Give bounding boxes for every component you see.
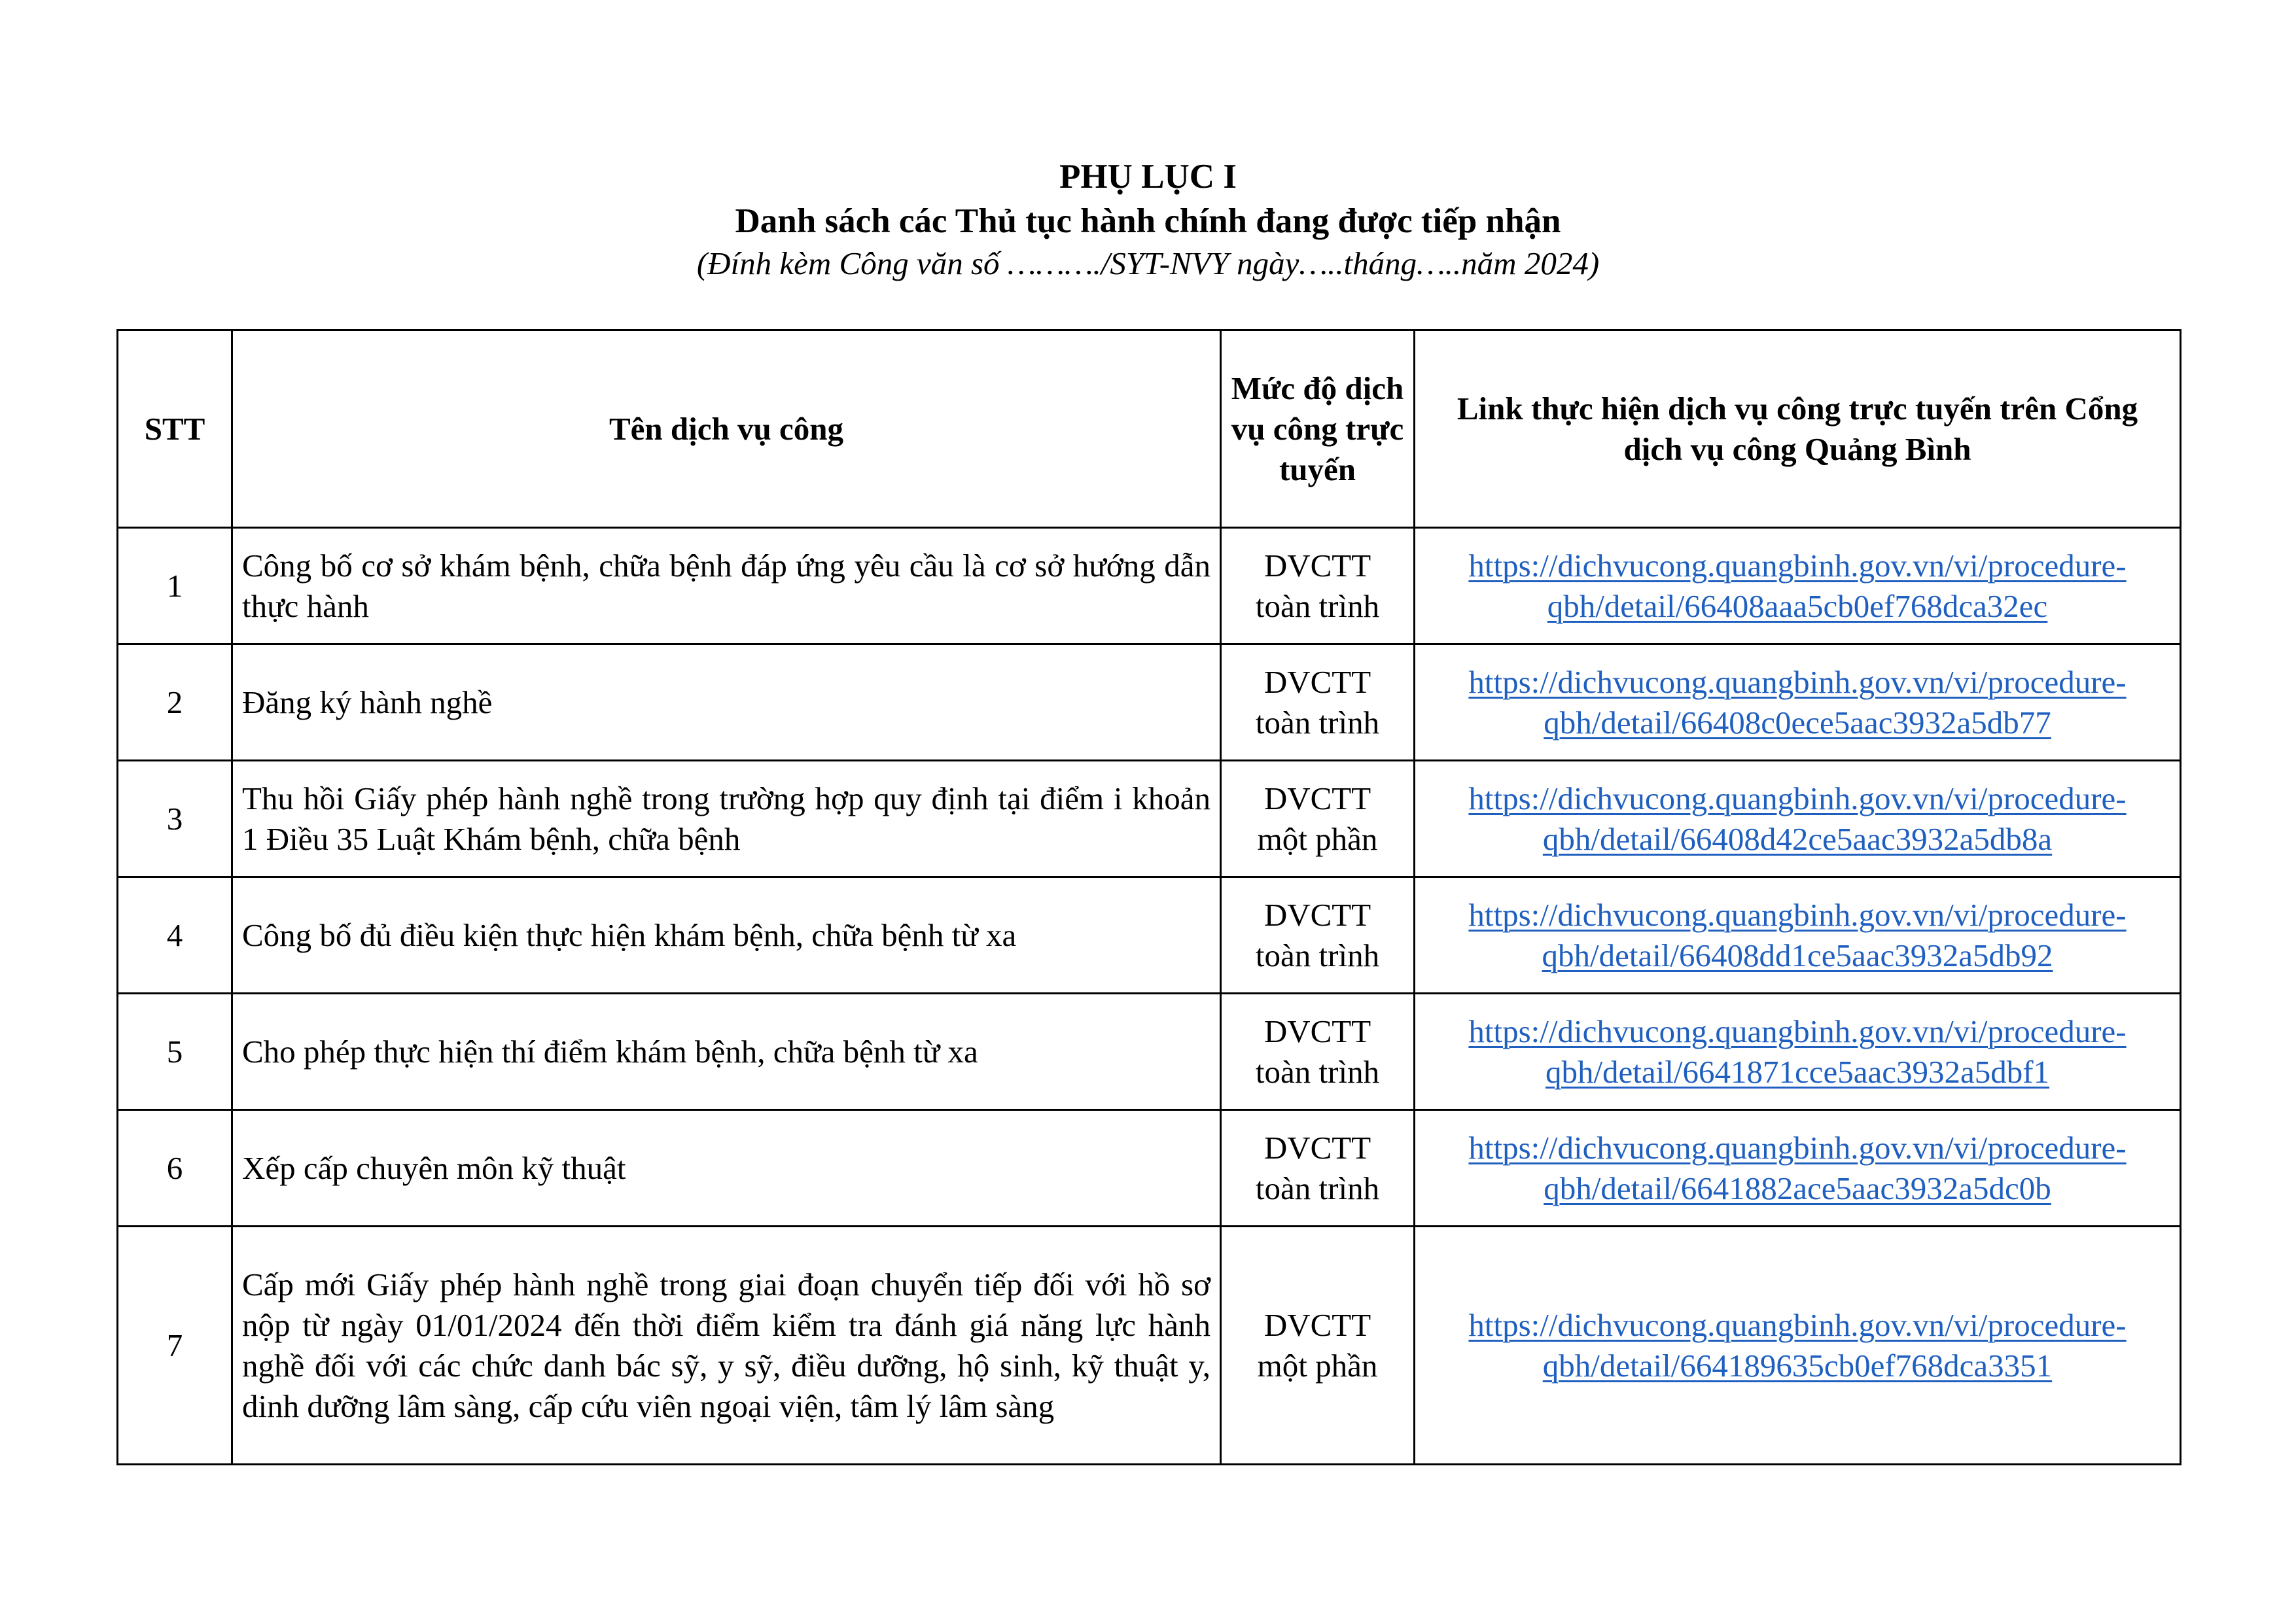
column-header-stt: STT [118,330,232,528]
procedure-link-line2[interactable]: qbh/detail/6641871cce5aac3932a5dbf1 [1545,1053,2050,1090]
procedure-name: Cấp mới Giấy phép hành nghề trong giai đoạn chuyển tiếp đối với hồ sơ nộp từ ngày 01/01/2024 đến thời điểm kiểm tra đánh giá năng lực hành nghề đối với các chức danh bác sỹ, y sỹ, điều dưỡng, hộ sinh, kỹ thuật y, dinh dưỡng lâm sàng, cấp cứu viên ngoại viện, tâm lý lâm sàng [232,1227,1221,1465]
procedure-link[interactable] [1424,662,2170,743]
document-subtitle: Danh sách các Thủ tục hành chính đang được tiếp nhận [735,202,1561,240]
service-level-type: DVCTT [1263,1306,1371,1343]
row-number: 4 [118,877,232,994]
table-row [118,761,2181,877]
procedure-link-line1[interactable]: https://dichvucong.quangbinh.gov.vn/vi/procedure- [1468,1306,2127,1343]
row-number: 5 [118,994,232,1110]
service-level [1221,1227,1415,1465]
procedure-link[interactable] [1424,1305,2170,1386]
procedure-link-cell [1415,994,2181,1110]
column-header-link: Link thực hiện dịch vụ công trực tuyến trên Cổng dịch vụ công Quảng Bình [1415,330,2181,528]
table-row [118,994,2181,1110]
service-level [1221,644,1415,761]
procedure-link[interactable] [1424,1128,2170,1209]
procedure-link-line1[interactable]: https://dichvucong.quangbinh.gov.vn/vi/procedure- [1468,1129,2127,1166]
service-level-type: DVCTT [1263,547,1371,584]
procedure-link-cell [1415,1227,2181,1465]
service-level [1221,994,1415,1110]
service-level [1221,1110,1415,1227]
procedure-name: Đăng ký hành nghề [232,644,1221,761]
row-number: 6 [118,1110,232,1227]
service-level-scope: toàn trình [1255,1053,1380,1090]
table-row [118,877,2181,994]
procedure-link[interactable] [1424,895,2170,976]
procedure-link-line2[interactable]: qbh/detail/6641882ace5aac3932a5dc0b [1544,1170,2051,1206]
service-level [1221,761,1415,877]
procedure-name: Xếp cấp chuyên môn kỹ thuật [232,1110,1221,1227]
row-number: 7 [118,1227,232,1465]
procedure-link-line2[interactable]: qbh/detail/66408c0ece5aac3932a5db77 [1544,704,2051,741]
service-level-scope: một phần [1257,1347,1378,1384]
service-level-scope: toàn trình [1255,587,1380,624]
procedure-link-line2[interactable]: qbh/detail/66408dd1ce5aac3932a5db92 [1542,937,2053,973]
procedure-link-line2[interactable]: qbh/detail/66408aaa5cb0ef768dca32ec [1547,587,2048,624]
row-number: 1 [118,528,232,644]
procedure-name: Thu hồi Giấy phép hành nghề trong trường hợp quy định tại điểm i khoản 1 Điều 35 Luật Khám bệnh, chữa bệnh [232,761,1221,877]
procedure-link-line1[interactable]: https://dichvucong.quangbinh.gov.vn/vi/procedure- [1468,547,2127,584]
procedure-name: Công bố đủ điều kiện thực hiện khám bệnh, chữa bệnh từ xa [232,877,1221,994]
procedure-link[interactable] [1424,546,2170,627]
service-level-scope: toàn trình [1255,937,1380,973]
column-header-name: Tên dịch vụ công [232,330,1221,528]
service-level-type: DVCTT [1263,896,1371,933]
service-level [1221,528,1415,644]
procedure-link[interactable] [1424,1011,2170,1092]
service-level-type: DVCTT [1263,1129,1371,1166]
table-header-row [118,330,2181,528]
procedure-link-cell [1415,761,2181,877]
table-row [118,528,2181,644]
procedure-link-line1[interactable]: https://dichvucong.quangbinh.gov.vn/vi/procedure- [1468,780,2127,816]
service-level-type: DVCTT [1263,663,1371,700]
procedure-link-cell [1415,877,2181,994]
procedure-link-line1[interactable]: https://dichvucong.quangbinh.gov.vn/vi/procedure- [1468,896,2127,933]
service-level-type: DVCTT [1263,780,1371,816]
service-level-scope: một phần [1257,820,1378,857]
procedure-link-line2[interactable]: qbh/detail/66408d42ce5aac3932a5db8a [1542,820,2053,857]
procedure-link-cell [1415,1110,2181,1227]
service-level-scope: toàn trình [1255,1170,1380,1206]
row-number: 2 [118,644,232,761]
row-number: 3 [118,761,232,877]
service-level-scope: toàn trình [1255,704,1380,741]
procedure-name: Công bố cơ sở khám bệnh, chữa bệnh đáp ứng yêu cầu là cơ sở hướng dẫn thực hành [232,528,1221,644]
service-level-type: DVCTT [1263,1013,1371,1049]
procedures-table [116,329,2181,1465]
attachment-note: (Đính kèm Công văn số ………./SYT-NVY ngày…..tháng…..năm 2024) [696,245,1600,281]
column-header-level: Mức độ dịch vụ công trực tuyến [1221,330,1415,528]
procedure-link-cell [1415,528,2181,644]
procedure-link-line2[interactable]: qbh/detail/664189635cb0ef768dca3351 [1542,1347,2053,1384]
document-title: PHỤ LỤC I [1059,158,1237,196]
service-level [1221,877,1415,994]
procedure-link[interactable] [1424,778,2170,860]
procedure-link-line1[interactable]: https://dichvucong.quangbinh.gov.vn/vi/procedure- [1468,1013,2127,1049]
table-row [118,1227,2181,1465]
procedure-name: Cho phép thực hiện thí điểm khám bệnh, chữa bệnh từ xa [232,994,1221,1110]
procedure-link-line1[interactable]: https://dichvucong.quangbinh.gov.vn/vi/procedure- [1468,663,2127,700]
table-row [118,1110,2181,1227]
table-row [118,644,2181,761]
document-header [0,154,2296,284]
procedure-link-cell [1415,644,2181,761]
